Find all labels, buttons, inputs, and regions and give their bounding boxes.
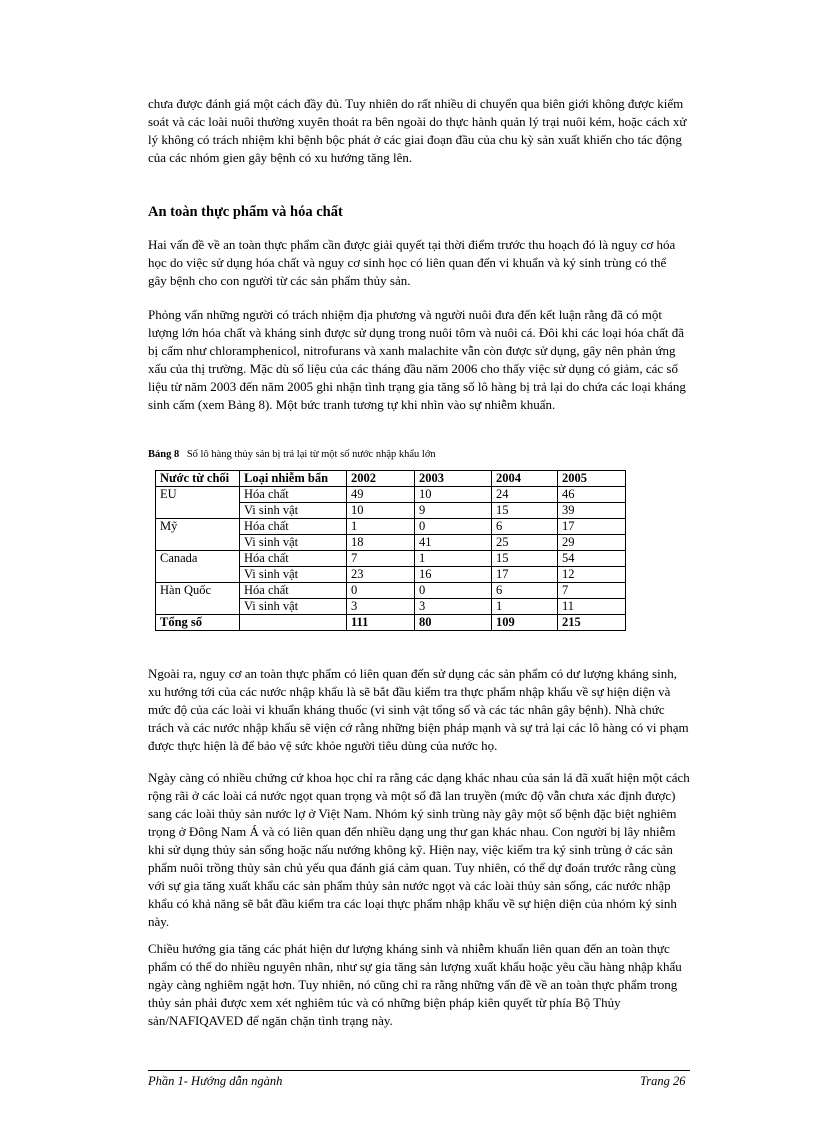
table-row [156,519,626,535]
country-cell: Canada [156,551,240,583]
table-cell: 24 [492,487,558,503]
table-row [156,583,626,599]
paragraph-antibiotic-residue: Ngoài ra, nguy cơ an toàn thực phẩm có liên quan đến sử dụng các sản phẩm có dư lượng kháng sinh, xu hướng tới của các nước nhập khẩu là sẽ bắt đầu kiểm tra thực phẩm nhập khẩu về sự hiện diện và mức độ của các loài vi khuẩn kháng thuốc (vi sinh vật tổng số và các tác nhân gây bệnh). Nhà chức trách và các nước nhập khẩu sẽ viện cớ rằng những biện pháp mạnh và sự trả lại các lô hàng có vi phạm được thực hiện là để bảo vệ sức khỏe người tiêu dùng của nước họ. [148,666,689,753]
table-cell: 0 [347,583,415,599]
paragraph-chemical-use: Phỏng vấn những người có trách nhiệm địa phương và người nuôi đưa đến kết luận rằng đã có một lượng lớn hóa chất và kháng sinh được sử dụng trong nuôi tôm và nuôi cá. Đôi khi các loại hóa chất đã bị cấm như chloramphenicol, nitrofurans và xanh malachite vẫn còn được sử dụng, gây nên phản ứng xấu của thị trường. Mặc dù số liệu của các tháng đầu năm 2006 cho thấy việc sử dụng có giảm, các số liệu từ năm 2003 đến năm 2005 ghi nhận tình trạng gia tăng số lô hàng bị trả lại do chứa các loại kháng sinh cấm (xem Bảng 8). Một bức tranh tương tự khi nhìn vào sự nhiễm khuẩn. [148,307,686,412]
table-caption-text: Số lô hàng thủy sản bị trả lại từ một số nước nhập khẩu lớn [186,449,436,460]
table-cell: 0 [415,583,492,599]
table-cell: 41 [415,535,492,551]
header-2005: 2005 [558,471,626,487]
total-label: Tổng số [156,615,240,631]
table-cell: 54 [558,551,626,567]
section-heading-food-safety: An toàn thực phẩm và hóa chất [148,204,343,220]
table-cell: 29 [558,535,626,551]
table-cell: 9 [415,503,492,519]
paragraph-conclusion: Chiều hướng gia tăng các phát hiện dư lượng kháng sinh và nhiễm khuẩn liên quan đến an toàn thực phẩm có thể do nhiều nguyên nhân, như sự gia tăng sản lượng xuất khẩu hoặc yêu cầu hàng nhập khẩu ngày càng nghiêm ngặt hơn. Tuy nhiên, nó cũng chỉ ra rằng những vấn đề về an toàn thực phẩm trong thủy sản phải được xem xét nghiêm túc và có những biện pháp kiên quyết từ phía Bộ Thủy sản/NAFIQAVED để ngăn chặn tình trạng này. [148,941,682,1028]
table-header-row [156,471,626,487]
table-cell: 10 [415,487,492,503]
table-cell: 3 [347,599,415,615]
total-cell: 109 [492,615,558,631]
table-cell: 18 [347,535,415,551]
table-cell: 10 [347,503,415,519]
table-cell: Hóa chất [240,487,347,503]
table-cell: Vi sinh vật [240,503,347,519]
paragraph-parasites: Ngày càng có nhiều chứng cứ khoa học chỉ ra rằng các dạng khác nhau của sán lá đã xuất hiện một cách rộng rãi ở các loài cá nước ngọt quan trọng và một số đã lan truyền (mức độ vẫn chưa xác định được) sang các loài thủy sản nước lợ ở Việt Nam. Nhóm ký sinh trùng này gây một số bệnh đặc biệt nghiêm trọng ở Đông Nam Á và có liên quan đến nhiều dạng ung thư gan khác nhau. Con người bị lây nhiễm khi sử dụng thủy sản sống hoặc nấu nướng không kỹ. Hiện nay, việc kiểm tra ký sinh trùng ở các sản phẩm nuôi trồng thủy sản chủ yếu qua đánh giá cảm quan. Tuy nhiên, có thể dự đoán trước rằng cùng với sự gia tăng xuất khẩu các sản phẩm thủy sản nước ngọt và các loài thủy sản sống, các nước nhập khẩu có khả năng sẽ bắt đầu kiểm tra các loại thực phẩm nhập khẩu về sự hiện diện của nhóm ký sinh này. [148,770,690,929]
table-cell: 1 [415,551,492,567]
header-2004: 2004 [492,471,558,487]
table-cell: Vi sinh vật [240,567,347,583]
table-row [156,487,626,503]
table-cell: 15 [492,551,558,567]
footer-divider [148,1070,690,1071]
total-cell: 215 [558,615,626,631]
table-cell: 17 [492,567,558,583]
paragraph-food-safety-issues: Hai vấn đề về an toàn thực phẩm cần được giải quyết tại thời điểm trước thu hoạch đó là nguy cơ hóa học do việc sử dụng hóa chất và nguy cơ sinh học có liên quan đến vi khuẩn và ký sinh trùng có thể gây bệnh cho con người từ các sản phẩm thủy sản. [148,237,676,288]
table-cell: 17 [558,519,626,535]
table-cell: Vi sinh vật [240,535,347,551]
header-2002: 2002 [347,471,415,487]
table-cell: 6 [492,519,558,535]
table-caption [148,449,436,460]
table-total-row [156,615,626,631]
table-cell: 12 [558,567,626,583]
table-cell: Hóa chất [240,583,347,599]
table-cell: 16 [415,567,492,583]
table-cell: 46 [558,487,626,503]
header-2003: 2003 [415,471,492,487]
footer-section-label: Phần 1- Hướng dẫn ngành [148,1074,283,1088]
total-cell: 80 [415,615,492,631]
paragraph-intro-continued: chưa được đánh giá một cách đầy đủ. Tuy nhiên do rất nhiều di chuyển qua biên giới không được kiểm soát và các loài nuôi thường xuyên thoát ra bên ngoài do thực hành quản lý trại nuôi kém, hoặc cách xử lý không có trách nhiệm khi bệnh bộc phát ở các giai đoạn đầu của chu kỳ sản xuất khiến cho tác động của các nhóm gien gây bệnh có xu hướng tăng lên. [148,96,687,165]
table-cell: 1 [347,519,415,535]
table-cell: 3 [415,599,492,615]
table-cell: Hóa chất [240,519,347,535]
footer-page-number: Trang 26 [640,1074,686,1088]
table-caption-label: Bảng 8 [148,449,180,460]
table-cell: Hóa chất [240,551,347,567]
table-cell: 7 [347,551,415,567]
country-cell: EU [156,487,240,519]
rejected-shipments-table [155,470,626,631]
table-cell: 11 [558,599,626,615]
table-cell: Vi sinh vật [240,599,347,615]
country-cell: Hàn Quốc [156,583,240,615]
table-cell: 6 [492,583,558,599]
header-country: Nước từ chối [156,471,240,487]
table-cell: 1 [492,599,558,615]
table-cell: 49 [347,487,415,503]
table-cell [240,615,347,631]
table-cell: 7 [558,583,626,599]
header-contaminant-type: Loại nhiễm bẩn [240,471,347,487]
country-cell: Mỹ [156,519,240,551]
table-row [156,551,626,567]
table-cell: 23 [347,567,415,583]
table-cell: 15 [492,503,558,519]
table-cell: 25 [492,535,558,551]
table-cell: 0 [415,519,492,535]
total-cell: 111 [347,615,415,631]
table-cell: 39 [558,503,626,519]
